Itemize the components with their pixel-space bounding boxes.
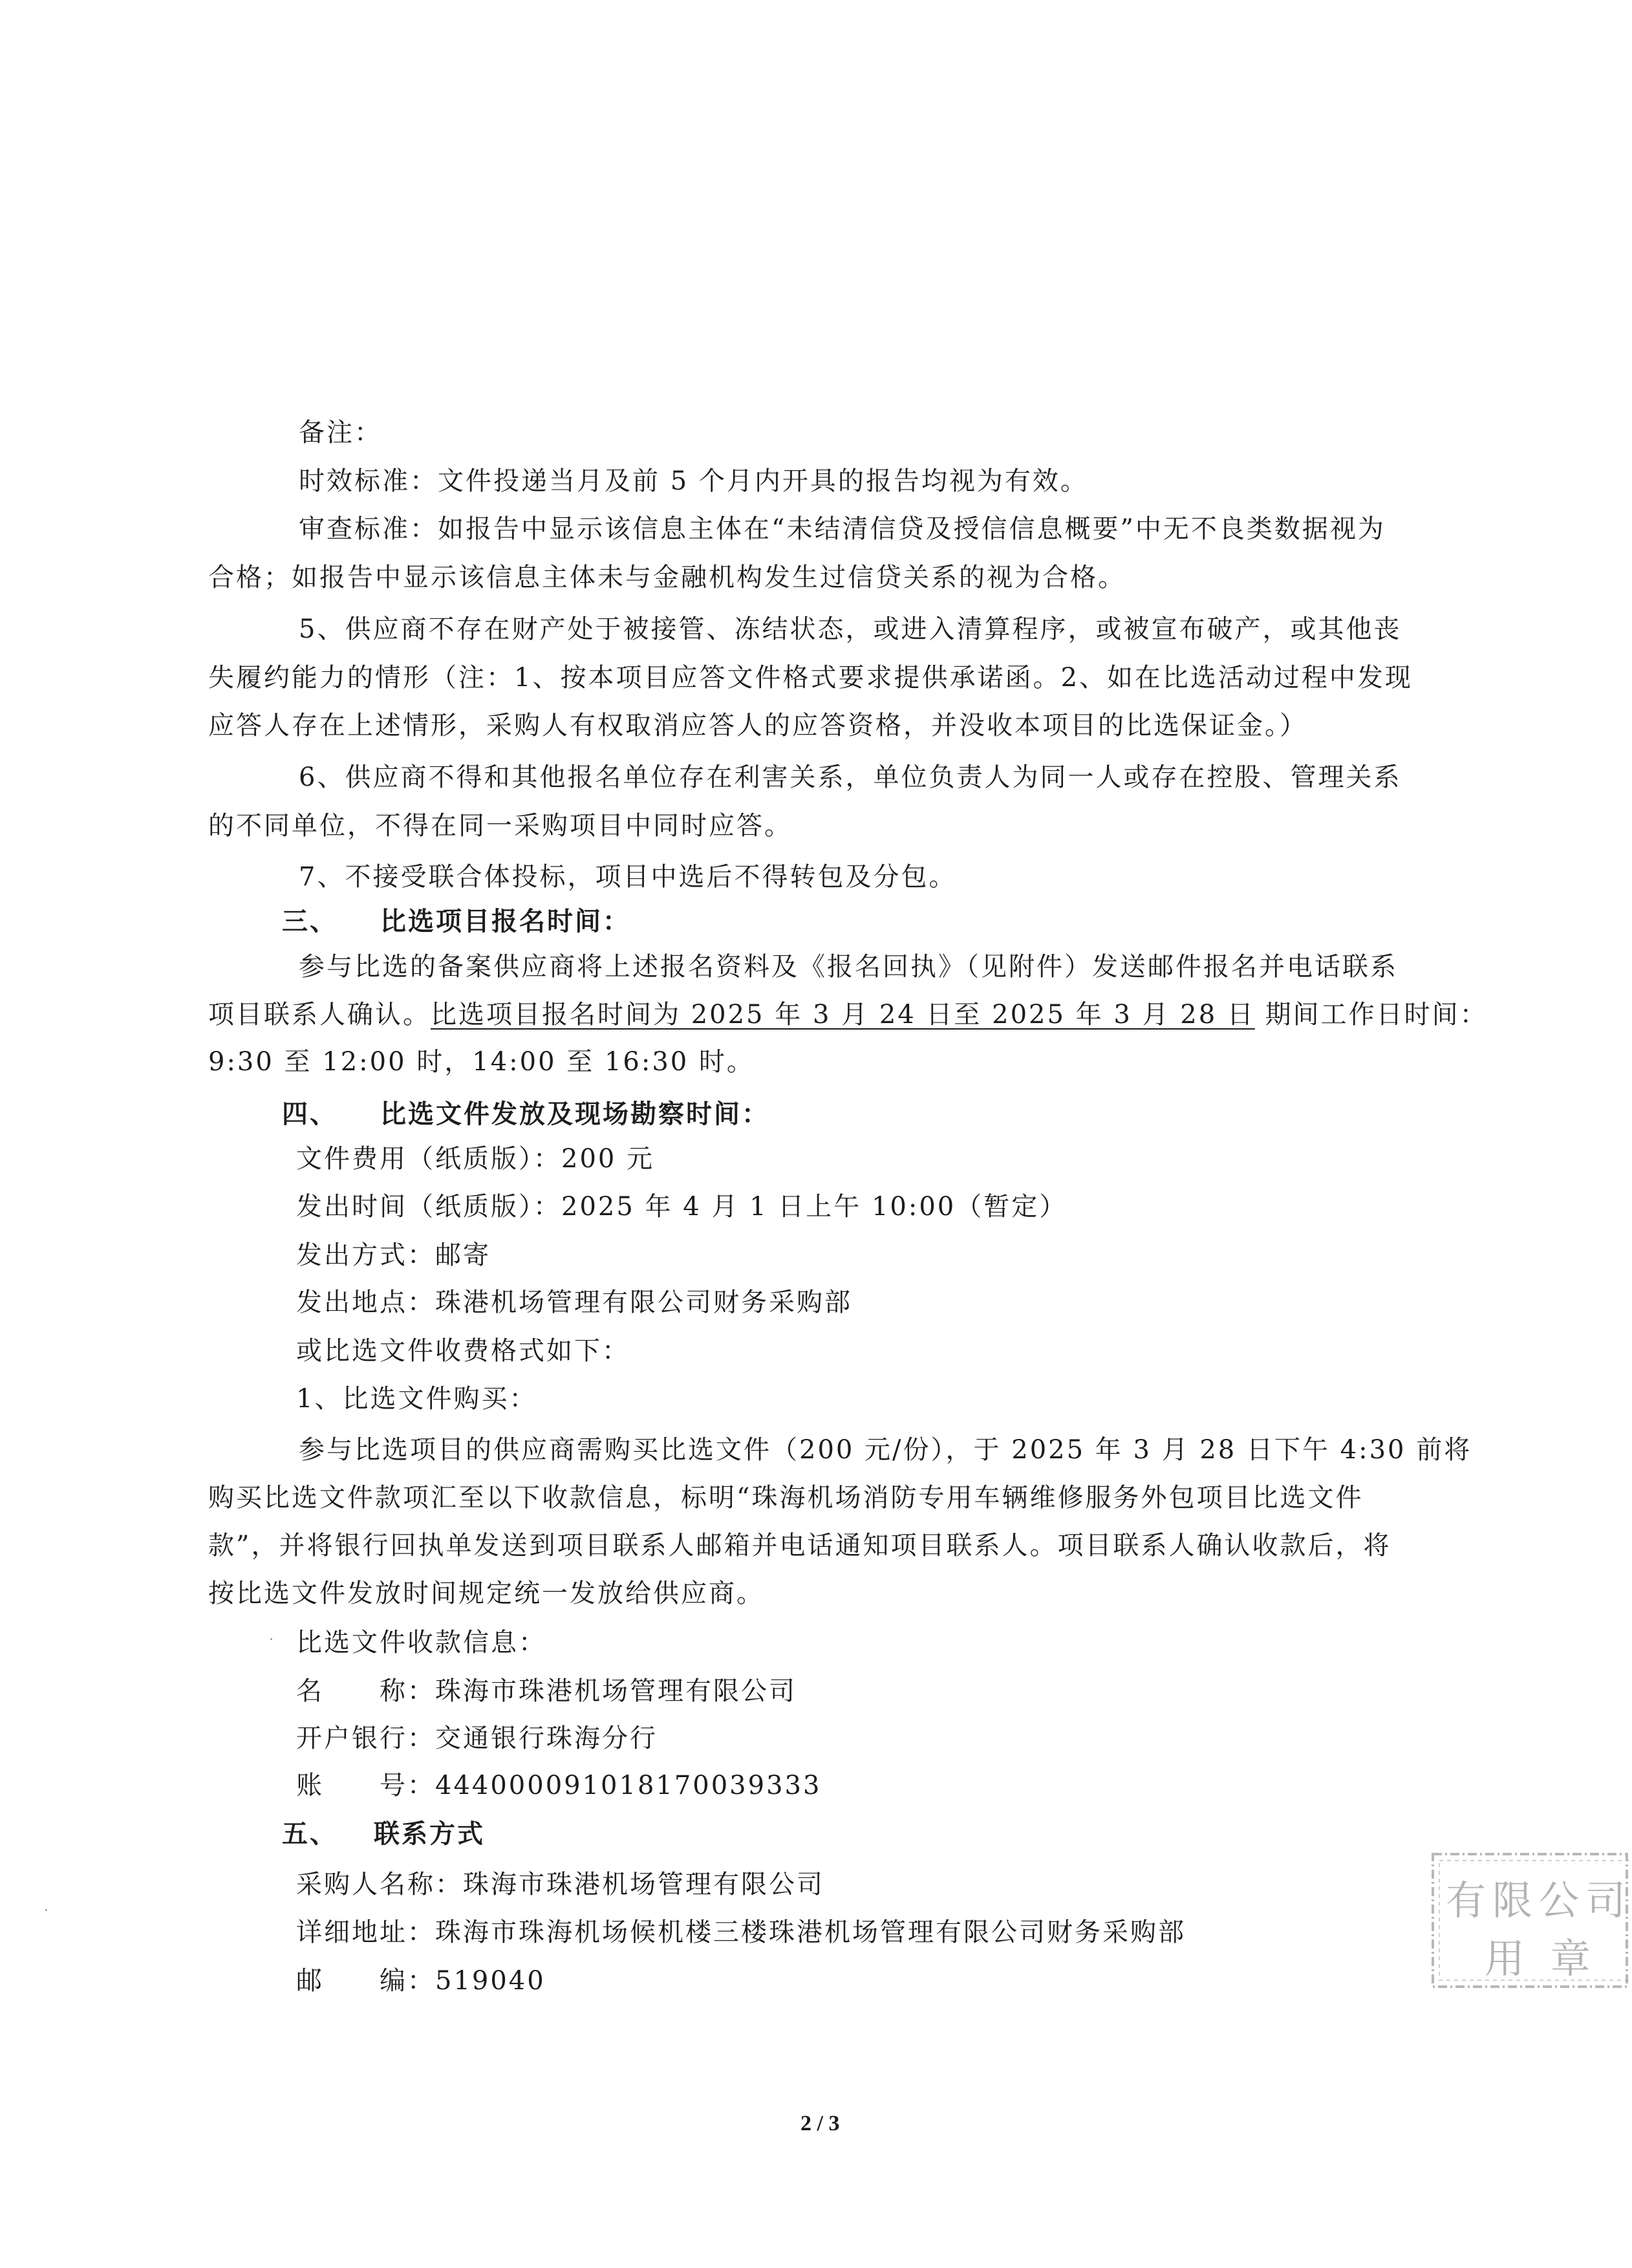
item-5-line-1: 5、供应商不存在财产处于被接管、冻结状态，或进入清算程序，或被宣布破产，或其他丧 (299, 614, 1402, 644)
seal-text-line-1: 有限公司 (1446, 1877, 1632, 1924)
section-3-confirm-text: 项目联系人确认。 (208, 1000, 431, 1030)
purchase-label: 1、比选文件购买： (296, 1384, 537, 1414)
purchase-paragraph-line-2: 购买比选文件款项汇至以下收款信息，标明“珠海机场消防专用车辆维修服务外包项目比选文件 (208, 1483, 1364, 1513)
section-3-paragraph-line-3: 9:30 至 12:00 时，14:00 至 16:30 时。 (208, 1047, 755, 1077)
section-3-number: 三、 (282, 906, 338, 936)
section-5-title: 联系方式 (374, 1819, 485, 1849)
seal-text-line-2: 用 章 (1485, 1935, 1597, 1982)
buyer-address: 详细地址：珠海市珠海机场候机楼三楼珠港机场管理有限公司财务采购部 (296, 1917, 1186, 1947)
buyer-postcode: 邮 编：519040 (296, 1966, 546, 1996)
working-hours-label: 期间工作日时间： (1254, 1000, 1488, 1030)
review-standard-line-1: 审查标准：如报告中显示该信息主体在“未结清信贷及授信信息概要”中无不良类数据视为 (299, 514, 1386, 544)
scan-speck (270, 1638, 272, 1640)
document-fee: 文件费用（纸质版）：200 元 (296, 1144, 655, 1174)
buyer-name: 采购人名称：珠海市珠港机场管理有限公司 (296, 1870, 824, 1899)
payee-info-label: 比选文件收款信息： (296, 1628, 546, 1658)
payee-name: 名 称：珠海市珠港机场管理有限公司 (296, 1676, 797, 1706)
registration-period: 比选项目报名时间为 2025 年 3 月 24 日至 2025 年 3 月 28 日 (431, 1000, 1255, 1030)
payee-bank: 开户银行：交通银行珠海分行 (296, 1723, 658, 1753)
review-standard-line-2: 合格；如报告中显示该信息主体未与金融机构发生过信贷关系的视为合格。 (208, 563, 1126, 592)
section-5-number: 五、 (282, 1819, 338, 1849)
item-7: 7、不接受联合体投标，项目中选后不得转包及分包。 (299, 862, 957, 892)
item-6-line-1: 6、供应商不得和其他报名单位存在利害关系，单位负责人为同一人或存在控股、管理关系 (299, 762, 1402, 792)
section-3-paragraph-line-2 (208, 998, 1488, 1031)
company-seal-stamp (1423, 1840, 1632, 2002)
purchase-paragraph-line-4: 按比选文件发放时间规定统一发放给供应商。 (208, 1579, 764, 1608)
page-number: 2 / 3 (800, 2111, 840, 2135)
fee-format-intro: 或比选文件收费格式如下： (296, 1336, 630, 1366)
item-5-line-2: 失履约能力的情形（注：1、按本项目应答文件格式要求提供承诺函。2、如在比选活动过程中发现 (208, 663, 1413, 693)
issue-place: 发出地点：珠港机场管理有限公司财务采购部 (296, 1288, 852, 1317)
issue-method: 发出方式：邮寄 (296, 1240, 491, 1270)
item-5-line-3: 应答人存在上述情形，采购人有权取消应答人的应答资格，并没收本项目的比选保证金。） (208, 711, 1307, 740)
item-6-line-2: 的不同单位，不得在同一采购项目中同时应答。 (208, 811, 792, 841)
purchase-paragraph-line-3: 款”，并将银行回执单发送到项目联系人邮箱并电话通知项目联系人。项目联系人确认收款后，将 (208, 1531, 1391, 1561)
section-4-title: 比选文件发放及现场勘察时间： (380, 1099, 769, 1129)
section-3-paragraph-line-1: 参与比选的备案供应商将上述报名资料及《报名回执》（见附件）发送邮件报名并电话联系 (299, 952, 1398, 982)
remarks-label: 备注： (299, 418, 382, 448)
issue-time: 发出时间（纸质版）：2025 年 4 月 1 日上午 10:00（暂定） (296, 1192, 1068, 1222)
validity-standard: 时效标准：文件投递当月及前 5 个月内开具的报告均视为有效。 (299, 466, 1088, 496)
scan-speck (45, 1909, 47, 1911)
section-4-number: 四、 (282, 1099, 338, 1129)
payee-account: 账 号：444000091018170039333 (296, 1771, 822, 1800)
section-3-title: 比选项目报名时间： (380, 906, 630, 936)
purchase-paragraph-line-1: 参与比选项目的供应商需购买比选文件（200 元/份），于 2025 年 3 月 28 日下午 4:30 前将 (299, 1435, 1472, 1465)
